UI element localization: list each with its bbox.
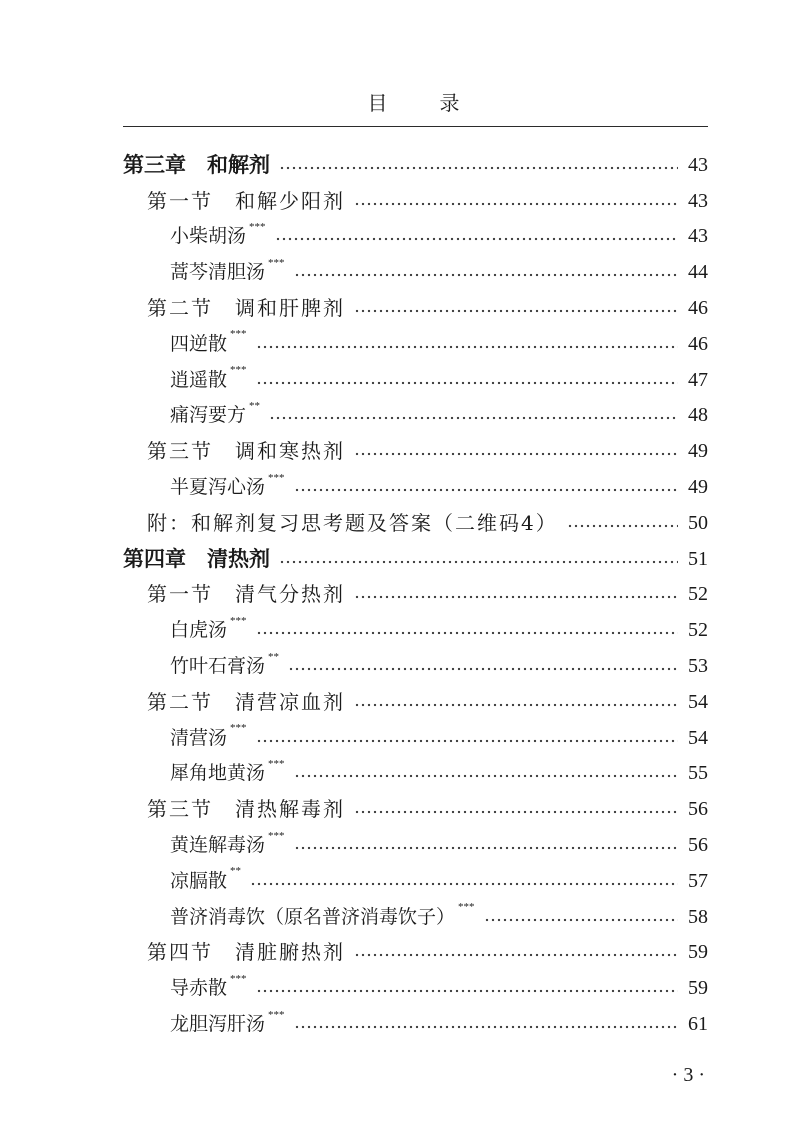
toc-section	[123, 290, 708, 326]
page-number: 58	[688, 905, 708, 928]
toc-item	[123, 612, 708, 648]
section-title: 第二节 调和肝脾剂	[147, 296, 345, 321]
dot-leader	[256, 344, 678, 350]
page-number: 43	[688, 153, 708, 176]
toc-section	[123, 433, 708, 469]
toc-section	[123, 935, 708, 971]
dot-leader	[294, 773, 678, 779]
chapter-title: 第三章 和解剂	[123, 152, 270, 177]
toc-item	[123, 720, 708, 756]
toc-item	[123, 362, 708, 398]
item-title: 犀角地黄汤	[170, 762, 266, 785]
toc-item	[123, 469, 708, 505]
page-number: 46	[688, 297, 708, 320]
importance-mark: **	[268, 650, 280, 663]
page-number: 43	[688, 225, 708, 248]
toc-section	[123, 791, 708, 827]
dot-leader	[294, 272, 678, 278]
dot-leader	[256, 630, 678, 636]
importance-mark: ***	[230, 328, 247, 341]
toc-item	[123, 219, 708, 255]
toc-chapter	[123, 147, 708, 183]
importance-mark: **	[249, 399, 261, 412]
dot-leader	[269, 415, 678, 421]
page-number: 56	[688, 798, 708, 821]
item-title: 黄连解毒汤	[170, 834, 266, 857]
importance-mark: **	[230, 865, 242, 878]
importance-mark: ***	[268, 256, 285, 269]
table-of-contents	[123, 147, 708, 1042]
item-title: 逍遥散	[170, 368, 228, 391]
section-title: 第三节 清热解毒剂	[147, 797, 345, 822]
dot-leader	[354, 308, 678, 314]
page-number: 49	[688, 440, 708, 463]
dot-leader	[294, 487, 678, 493]
dot-leader	[279, 559, 678, 565]
toc-appendix	[123, 505, 708, 541]
dot-leader	[354, 809, 678, 815]
item-title: 小柴胡汤	[170, 225, 247, 248]
importance-mark: ***	[230, 722, 247, 735]
chapter-title: 第四章 清热剂	[123, 546, 270, 571]
importance-mark: ***	[268, 471, 285, 484]
item-title: 竹叶石膏汤	[170, 655, 266, 678]
dot-leader	[354, 201, 678, 207]
page-number: 48	[688, 404, 708, 427]
toc-item	[123, 648, 708, 684]
item-title: 普济消毒饮（原名普济消毒饮子）	[170, 905, 456, 928]
page-number: 54	[688, 690, 708, 713]
page-number: 46	[688, 332, 708, 355]
toc-item	[123, 899, 708, 935]
section-title: 第三节 调和寒热剂	[147, 439, 345, 464]
item-title: 清营汤	[170, 726, 228, 749]
section-title: 第四节 清脏腑热剂	[147, 940, 345, 965]
dot-leader	[354, 451, 678, 457]
item-title: 导赤散	[170, 977, 228, 1000]
page-number: 56	[688, 834, 708, 857]
page-number: 54	[688, 726, 708, 749]
toc-item	[123, 970, 708, 1006]
importance-mark: ***	[249, 220, 266, 233]
page-number: 59	[688, 941, 708, 964]
page-number: 43	[688, 189, 708, 212]
item-title: 痛泻要方	[170, 404, 247, 427]
item-title: 四逆散	[170, 332, 228, 355]
page-number: 61	[688, 1013, 708, 1036]
toc-item	[123, 398, 708, 434]
dot-leader	[354, 702, 678, 708]
dot-leader	[294, 1024, 678, 1030]
dot-leader	[256, 988, 678, 994]
toc-item	[123, 326, 708, 362]
page-title: 目 录	[367, 91, 464, 115]
dot-leader	[288, 666, 678, 672]
item-title: 蒿芩清胆汤	[170, 261, 266, 284]
importance-mark: ***	[268, 829, 285, 842]
section-title: 第二节 清营凉血剂	[147, 689, 345, 714]
toc-section	[123, 183, 708, 219]
page-number: 49	[688, 476, 708, 499]
toc-item	[123, 1006, 708, 1042]
importance-mark: ***	[230, 972, 247, 985]
toc-section	[123, 577, 708, 613]
page-number: 52	[688, 583, 708, 606]
dot-leader	[567, 523, 678, 529]
page-number: 53	[688, 655, 708, 678]
dot-leader	[354, 594, 678, 600]
appendix-title: 附：和解剂复习思考题及答案（二维码4）	[147, 510, 558, 535]
section-title: 第一节 和解少阳剂	[147, 188, 345, 213]
page-number: 59	[688, 977, 708, 1000]
importance-mark: ***	[268, 1008, 285, 1021]
folio-page-number: · 3 ·	[671, 1064, 705, 1086]
importance-mark: ***	[458, 901, 475, 914]
toc-item	[123, 827, 708, 863]
dot-leader	[279, 165, 678, 171]
dot-leader	[250, 881, 678, 887]
dot-leader	[294, 845, 678, 851]
page-number: 50	[688, 511, 708, 534]
section-title: 第一节 清气分热剂	[147, 582, 345, 607]
importance-mark: ***	[268, 757, 285, 770]
toc-item	[123, 756, 708, 792]
dot-leader	[256, 380, 678, 386]
dot-leader	[484, 917, 678, 923]
toc-section	[123, 684, 708, 720]
toc-item	[123, 863, 708, 899]
item-title: 白虎汤	[170, 619, 228, 642]
page-number: 51	[688, 547, 708, 570]
page-number: 57	[688, 869, 708, 892]
dot-leader	[275, 236, 678, 242]
item-title: 龙胆泻肝汤	[170, 1013, 266, 1036]
dot-leader	[256, 738, 678, 744]
page-number: 52	[688, 619, 708, 642]
importance-mark: ***	[230, 614, 247, 627]
page-number: 47	[688, 368, 708, 391]
title-rule	[123, 126, 708, 127]
item-title: 凉膈散	[170, 869, 228, 892]
toc-item	[123, 254, 708, 290]
page-number: 55	[688, 762, 708, 785]
item-title: 半夏泻心汤	[170, 476, 266, 499]
dot-leader	[354, 952, 678, 958]
toc-chapter	[123, 541, 708, 577]
importance-mark: ***	[230, 364, 247, 377]
page-number: 44	[688, 261, 708, 284]
